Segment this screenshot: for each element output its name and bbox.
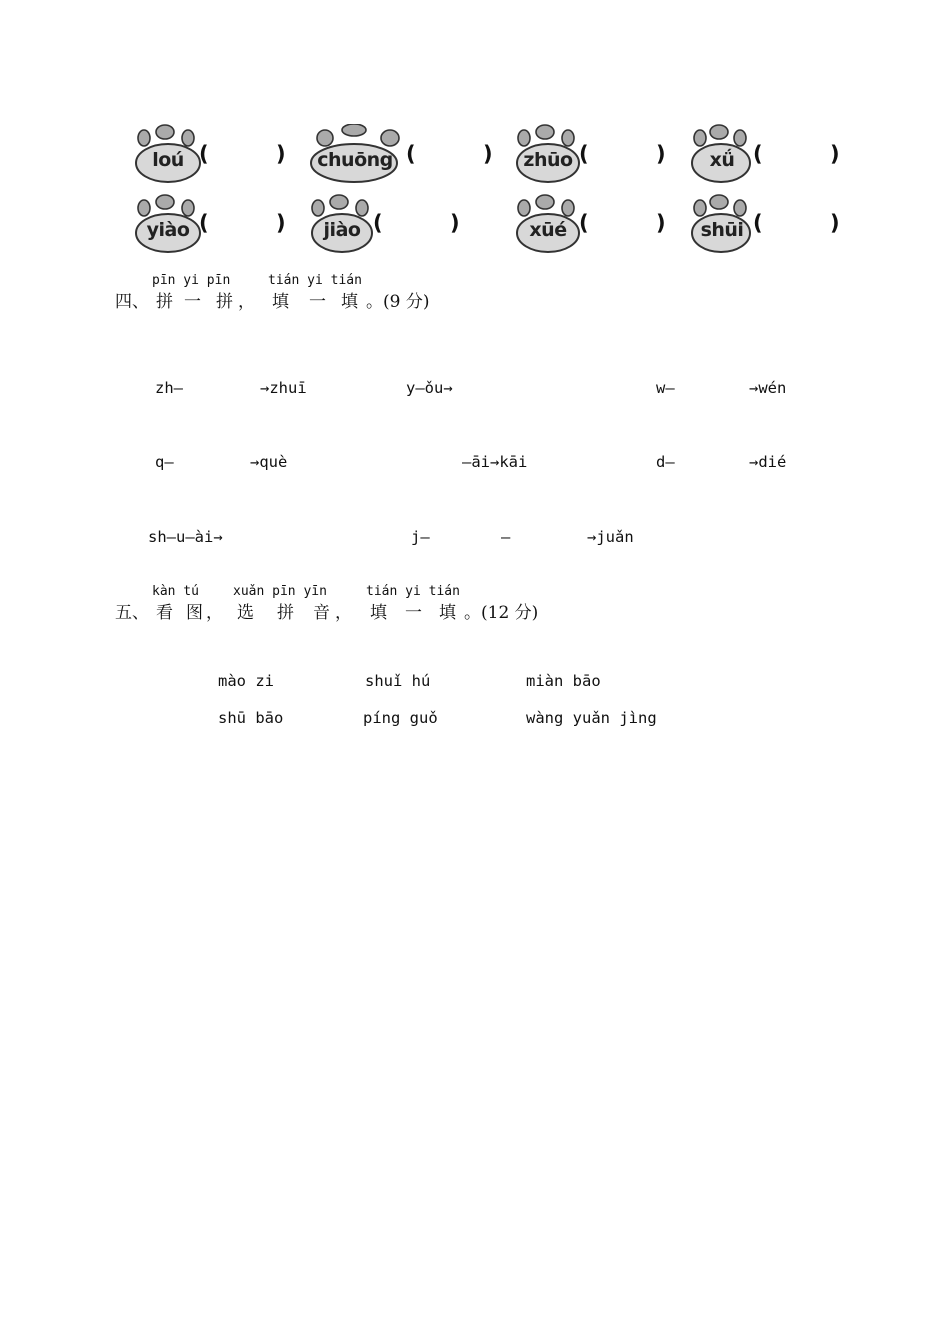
paw-print-icon [134,194,206,256]
exercise-item: →wén [749,379,787,397]
pinyin-annotation: tián yi tián [366,584,460,599]
syllable: xūé [529,219,567,241]
close-paren: ) [830,142,840,166]
pinyin-annotation: xuǎn pīn yīn [233,584,327,599]
open-paren: ( [373,211,383,235]
paw-print-icon [514,124,586,186]
heading-char: 填 [370,603,387,623]
open-paren: ( [753,142,763,166]
open-paren: ( [579,142,589,166]
pinyin-word: shuǐ hú [365,672,431,690]
heading-char: 看 [156,603,173,623]
pinyin-word: píng guǒ [363,709,438,727]
heading-char: 拼 [156,292,173,312]
open-paren: ( [579,211,589,235]
exercise-item: zh— [155,379,183,397]
heading-char: 一 [184,292,201,312]
exercise-item: →dié [749,453,787,471]
syllable: xǘ [709,149,735,171]
exercise-item: →zhuī [260,379,307,397]
heading-char: 填 [272,292,289,312]
pinyin-word: wàng yuǎn jìng [526,709,657,727]
score-note: 。(9 分) [366,292,430,312]
paw-print-icon [308,124,408,186]
heading-char: 一 [405,603,422,623]
heading-char: 一 [309,292,326,312]
exercise-item: sh—u—ài→ [148,528,223,546]
paw-print-icon [514,194,586,256]
exercise-item: — [501,528,511,546]
paw-print-icon [134,124,206,186]
exercise-item: y—ǒu→ [406,379,453,397]
close-paren: ) [276,142,286,166]
close-paren: ) [656,211,666,235]
syllable: yiào [146,219,190,241]
heading-char: 填 [341,292,358,312]
paw-print-icon [688,124,760,186]
heading-char: ， [335,603,352,623]
score-note: 。(12 分) [464,603,539,623]
heading-char: 选 [237,603,254,623]
pinyin-annotation: tián yi tián [268,273,362,288]
open-paren: ( [753,211,763,235]
pinyin-word: mào zi [218,672,274,690]
syllable: jiào [323,219,361,241]
syllable: shūi [700,219,744,241]
close-paren: ) [830,211,840,235]
close-paren: ) [656,142,666,166]
paw-print-icon [308,194,380,256]
heading-char: 图 [186,603,203,623]
exercise-item: —āi→kāi [462,453,528,471]
open-paren: ( [406,142,416,166]
pinyin-annotation: pīn yi pīn [152,273,231,288]
exercise-item: →què [250,453,288,471]
heading-char: 音 [313,603,330,623]
heading-char: 拼 [277,603,294,623]
close-paren: ) [483,142,493,166]
pinyin-word: miàn bāo [526,672,601,690]
close-paren: ) [450,211,460,235]
open-paren: ( [199,142,209,166]
syllable: loú [152,149,184,171]
close-paren: ) [276,211,286,235]
exercise-item: w— [656,379,675,397]
exercise-item: →juǎn [587,528,634,546]
pinyin-annotation: kàn tú [152,584,199,599]
exercise-item: q— [155,453,174,471]
paw-print-icon [688,194,760,256]
heading-char: ， [238,292,255,312]
exercise-item: j— [411,528,430,546]
heading-char: 拼 [216,292,233,312]
heading-char: 填 [439,603,456,623]
pinyin-word: shū bāo [218,709,284,727]
section-number: 四、 [115,292,149,312]
syllable: chuōng [317,149,393,171]
open-paren: ( [199,211,209,235]
section-number: 五、 [115,603,149,623]
exercise-item: d— [656,453,675,471]
syllable: zhūo [523,149,573,171]
heading-char: ， [206,603,223,623]
